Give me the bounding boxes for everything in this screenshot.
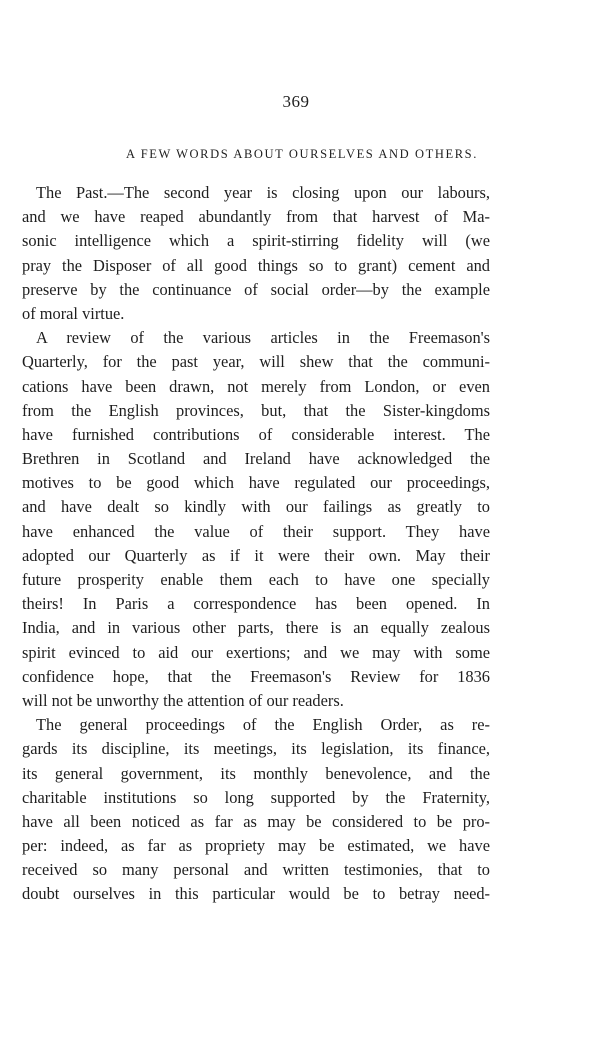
text-line: will not be unworthy the attention of our readers. xyxy=(22,690,344,710)
text-line: spirit evinced to aid our exertions; and we may with some xyxy=(22,642,490,662)
text-line: have furnished contributions of considerable interest. The xyxy=(22,424,490,444)
text-line: gards its discipline, its meetings, its legislation, its finance, xyxy=(22,739,490,759)
text-line: future prosperity enable them each to have one specially xyxy=(22,570,490,589)
text-line: cations have been drawn, not merely from London, or even xyxy=(22,376,490,396)
text-line: Brethren in Scotland and Ireland have acknowledged the xyxy=(22,449,490,469)
text-line: received so many personal and written testimonies, that to xyxy=(22,860,490,880)
text-line: and we have reaped abundantly from that harvest of Ma- xyxy=(22,207,490,227)
text-line: and have dealt so kindly with our failings as greatly to xyxy=(22,497,490,517)
text-line: sonic intelligence which a spirit-stirring fidelity will (we xyxy=(22,231,490,251)
text-line: pray the Disposer of all good things so to grant) cement and xyxy=(22,255,490,275)
text-line: have enhanced the value of their support. They have xyxy=(22,521,490,541)
text-line: doubt ourselves in this particular would be to betray need- xyxy=(22,884,490,904)
section-title: A FEW WORDS ABOUT OURSELVES AND OTHERS. xyxy=(126,147,478,161)
text-line: from the English provinces, but, that the Sister-kingdoms xyxy=(22,400,490,420)
text-line: its general government, its monthly benevolence, and the xyxy=(22,763,490,783)
text-line: theirs! In Paris a correspondence has been opened. In xyxy=(22,594,490,614)
body-text xyxy=(22,181,490,907)
text-line: confidence hope, that the Freemason's Review for 1836 xyxy=(22,666,490,686)
text-line: of moral virtue. xyxy=(22,303,125,323)
text-line: have all been noticed as far as may be considered to be pro- xyxy=(22,811,490,831)
text-line: India, and in various other parts, there is an equally zealous xyxy=(22,618,490,638)
text-line: adopted our Quarterly as if it were their own. May their xyxy=(22,545,490,565)
text-line: Quarterly, for the past year, will shew that the communi- xyxy=(22,352,490,372)
text-line: A review of the various articles in the Freemason's xyxy=(36,328,490,348)
page-number: 369 xyxy=(282,92,310,111)
text-line: motives to be good which have regulated our proceedings, xyxy=(22,473,490,493)
text-line: The Past.—The second year is closing upon our labours, xyxy=(36,183,490,202)
text-line: per: indeed, as far as propriety may be estimated, we have xyxy=(22,836,490,856)
text-line: The general proceedings of the English Order, as re- xyxy=(36,715,490,735)
text-line: charitable institutions so long supported by the Fraternity, xyxy=(22,787,490,807)
text-line: preserve by the continuance of social order—by the example xyxy=(22,279,490,299)
